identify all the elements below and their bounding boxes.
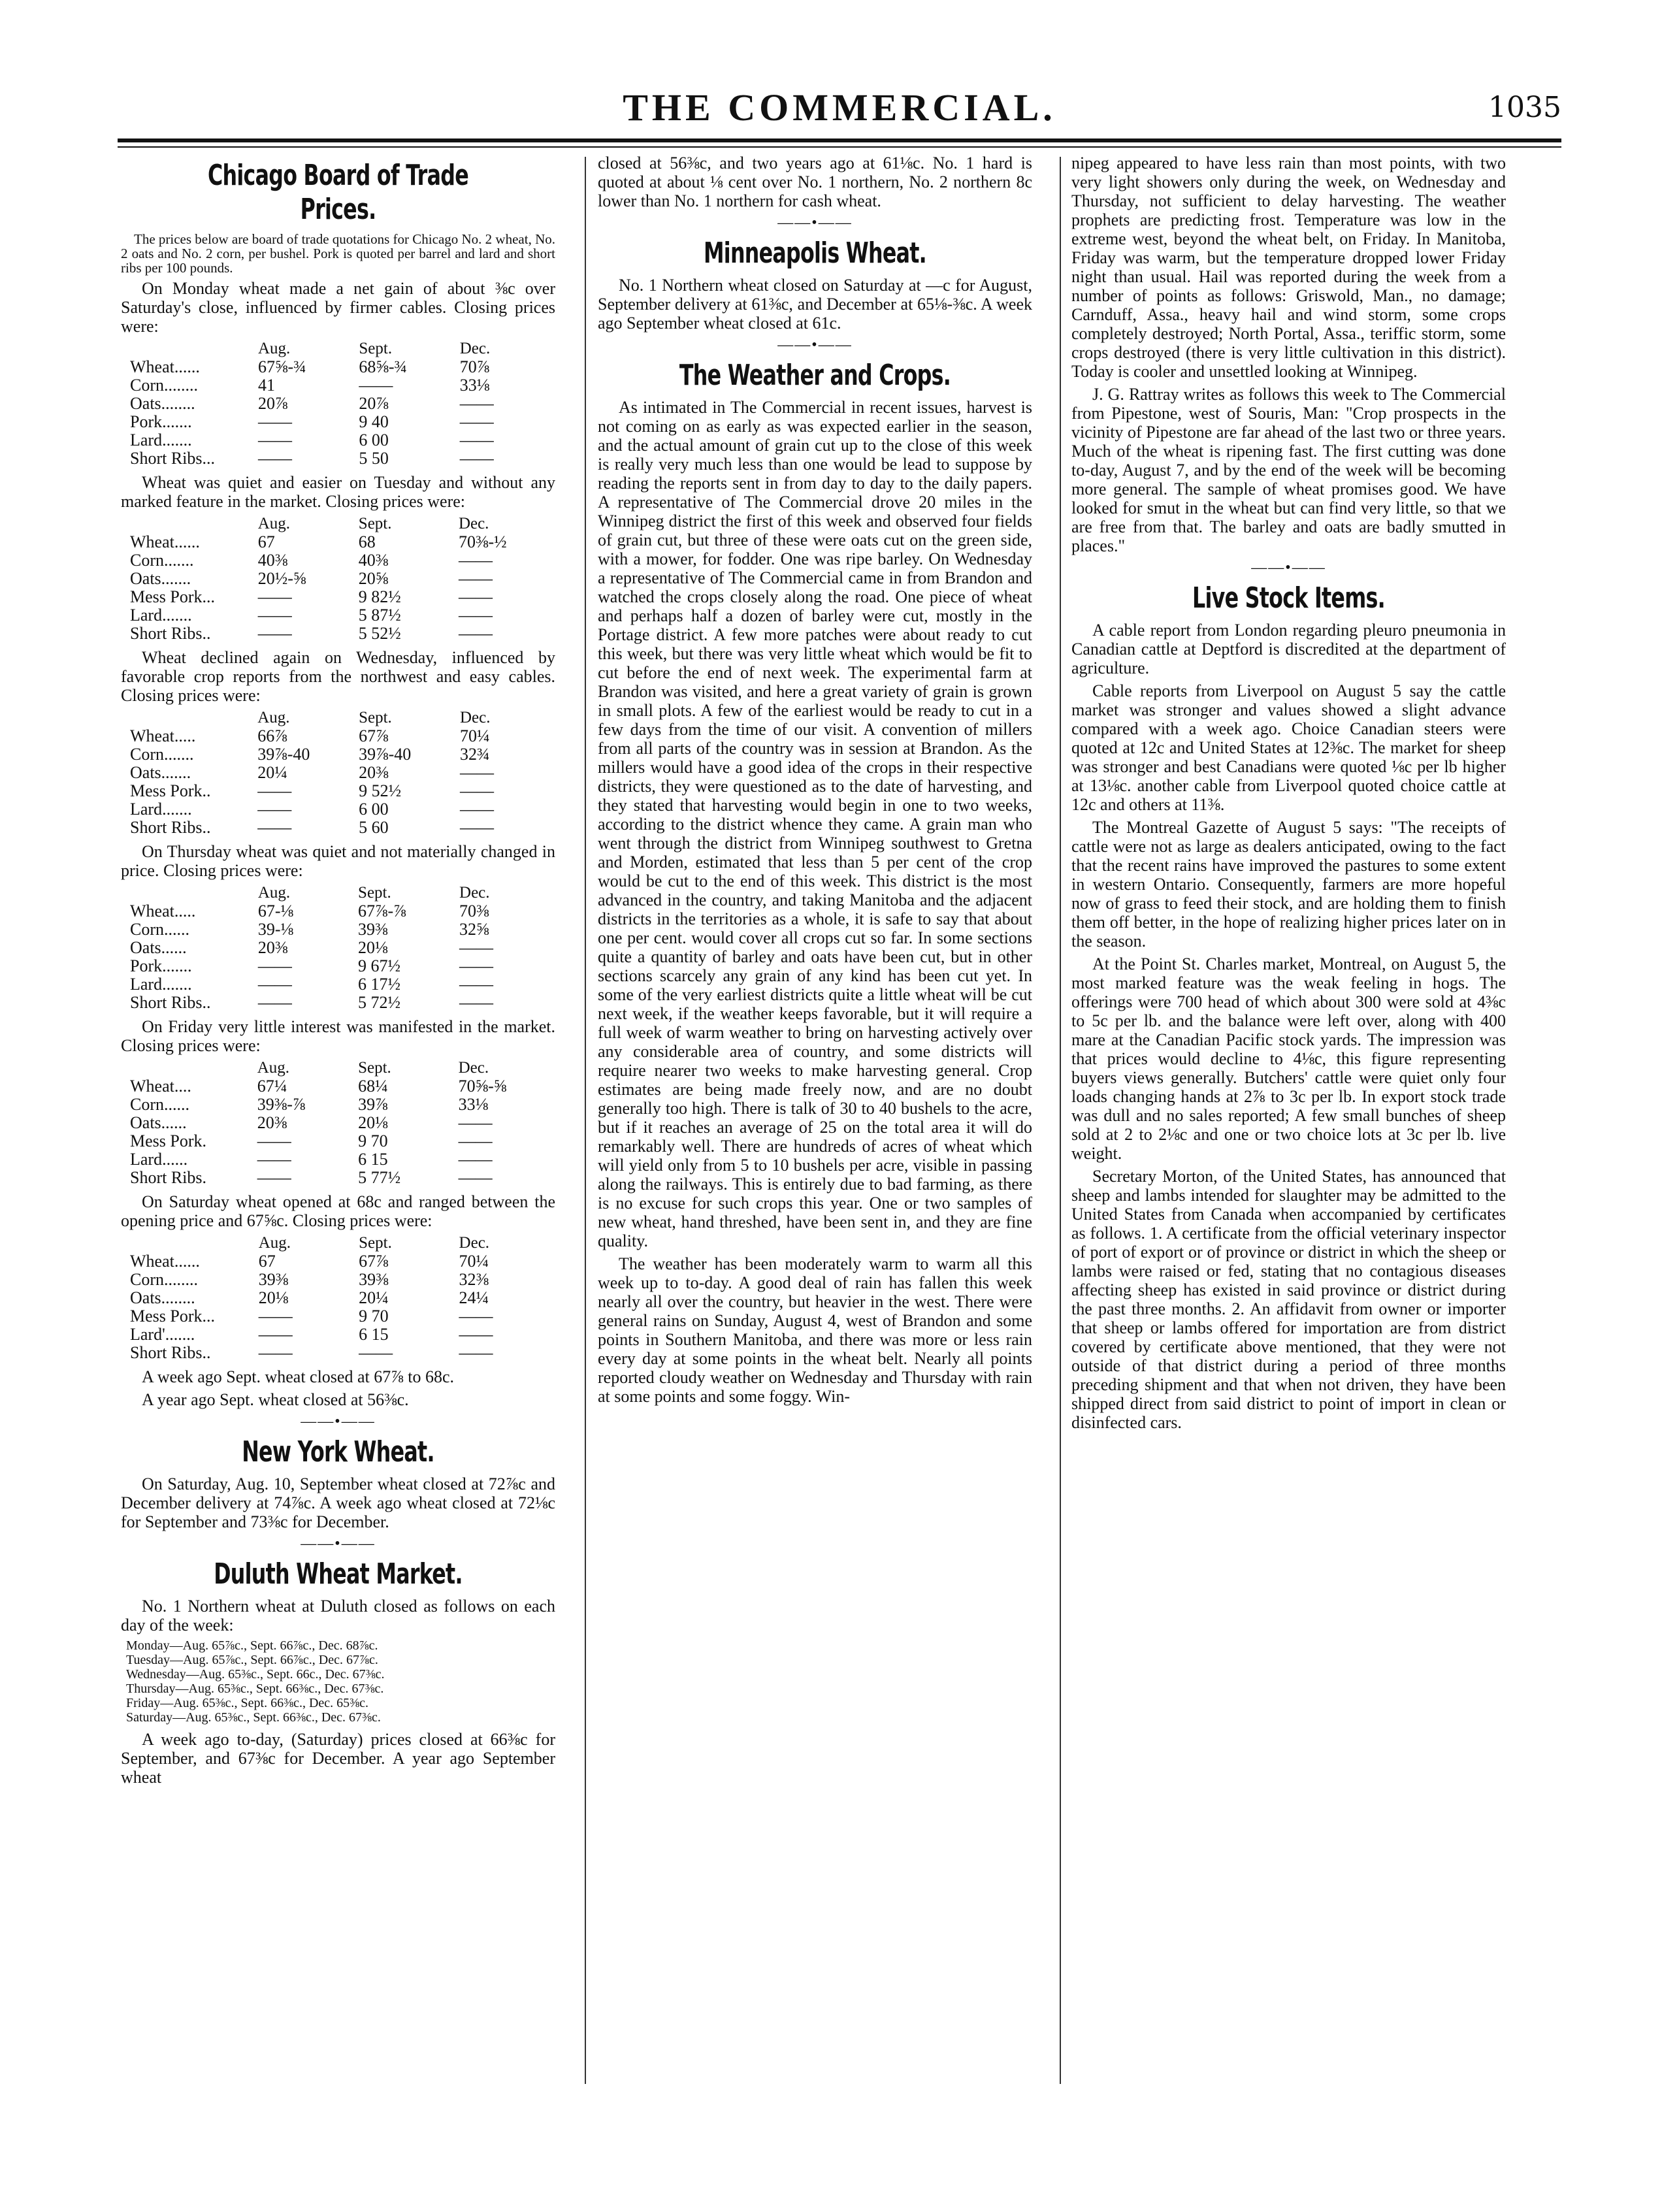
- minneapolis-heading: Minneapolis Wheat.: [704, 236, 926, 270]
- price-row: [126, 1271, 555, 1289]
- price-cell: ——: [458, 624, 493, 643]
- commodity-label: Lard.......: [130, 800, 192, 819]
- newyork-heading: New York Wheat.: [242, 1435, 434, 1469]
- price-cell: 68: [358, 532, 376, 551]
- price-cell: ——: [258, 1325, 293, 1344]
- price-row: [126, 1096, 555, 1114]
- weather-heading: The Weather and Crops.: [679, 359, 951, 392]
- price-cell: 70⅞: [459, 357, 490, 376]
- price-row: [126, 395, 555, 413]
- price-row: [126, 533, 555, 551]
- page-header: [118, 88, 1561, 137]
- price-table: [126, 709, 555, 837]
- masthead: THE COMMERCIAL.: [623, 86, 1056, 129]
- price-cell: 20⅛: [358, 1113, 388, 1132]
- price-cell: ——: [257, 818, 292, 837]
- price-table: [126, 1059, 555, 1187]
- price-header-cell: Aug.: [258, 1234, 291, 1252]
- commodity-label: Short Ribs..: [130, 993, 211, 1012]
- price-cell: 9 67½: [358, 956, 401, 975]
- weather-paragraph: As intimated in The Commercial in recent issues, harvest is not coming on as early as was expected earlier in the season, and the actual amount of grain cut up to the close of this week is really very much less than one would be lead to suppose by reading the reports sent in from day to day to the daily papers. A representative of The Commercial drove 20 miles in the Winnipeg district the first of this week and observed four fields of grain cut, but three of these were oats cut on the green side, with a mower, for fodder. One was ripe barley. On Wednesday a representative of The Commercial came in from Brandon and watched the crops closely along the road. One piece of wheat and perhaps half a dozen of barley were cut, mostly in the Portage district. A few more patches were about ready to cut this week, but there was very little wheat which would be fit to cut before the end of next week. The experimental farm at Brandon was visited, and here a great variety of grain is grown in small plots. A few of the earliest would be ready to cut in a few days from the time of our visit. A convention of millers from all parts of the country was in session at Brandon. As the millers would have a good idea of the crops in their respective districts, they were questioned as to the date of harvesting, and they stated that harvesting would begin in one to two weeks, according to the district whence they came. A grain man who went through the district from Winnipeg southwest to Gretna and Morden, estimated that less than 5 per cent of the crop would be cut to the end of this week. This district is the most advanced in the country, and taking Manitoba and the adjacent districts in the territories as a whole, it is safe to say that about one per cent. would cover all crops cut so far. In some sections quite a quantity of barley and oats have been cut, but in other sections scarcely any grain of any kind has been cut yet. In some of the very earliest districts quite a little wheat will be cut next week, if the weather keeps favorable, but it will require a full week of warm weather to bring on harvesting actively over any considerable area of country, and some districts will require nearer two weeks to make harvesting general. Crop estimates are being made freely now, and are no doubt generally too high. There is talk of 30 to 40 bushels to the acre, but if it reaches an average of 25 on the total area it will do remarkably well. There are hundreds of acres of wheat which will yield only from 5 to 10 bushels per acre, visible in passing along the railways. This is entirely due to bad farming, as there is no excuse for such crops this year. One or two samples of new wheat, hand threshed, have been sent in, and they are fine quality.: [598, 398, 1032, 1250]
- price-cell: 20⅜: [257, 938, 288, 957]
- chicago-day-text: On Friday very little interest was manifested in the market. Closing prices were:: [121, 1017, 555, 1055]
- price-row: [126, 764, 555, 782]
- price-cell: 24¼: [459, 1288, 489, 1307]
- price-cell: 6 00: [359, 800, 389, 819]
- price-header-cell: [126, 340, 254, 358]
- column-2: [598, 154, 1032, 1410]
- price-cell: ——: [459, 975, 494, 994]
- livestock-paragraph: A cable report from London regarding pleuro pneumonia in Canadian cattle at Deptford is discredited at the department of agriculture.: [1071, 621, 1506, 677]
- price-cell: 5 77½: [358, 1168, 401, 1187]
- price-header-cell: Sept.: [359, 340, 393, 357]
- price-cell: ——: [458, 587, 493, 606]
- price-cell: 67⅝-¾: [258, 357, 306, 376]
- price-row: [126, 902, 555, 920]
- price-cell: ——: [459, 781, 494, 800]
- section-separator: ——•——: [777, 336, 853, 353]
- livestock-paragraph: Secretary Morton, of the United States, has announced that sheep and lambs intended for slaughter may be admitted to the United States from Canada when accompanied by certificates as follows. 1. A certificate from the official veterinary inspector of port of export or of province or district in which the sheep or lambs were raised or fed, stating that no contagious diseases affecting sheep has existed in said province or district during the past three months. 2. An affidavit from owner or importer that sheep or lambs offered for importation are from district covered by certificate above mentioned, that they were not outside of that district during a period of three months preceding shipment and that when not driven, they have been shipped direct from said district to point of import in clean or disinfected cars.: [1071, 1167, 1506, 1432]
- livestock-paragraph: At the Point St. Charles market, Montreal, on August 5, the most marked feature was the weak feeling in hogs. The offerings were 700 head of which about 300 were sold at 4⅜c to 5c per lb. and the balance were left over, along with 400 mare at the Canadian Pacific stock yards. The impression was that prices would decline to 4⅛c, this figure representing buyers views generally. Butchers' cattle were quiet only four loads changing hands at 2⅞ to 3c per lb. In export stock trade was dull and no sales reported; A few small bunches of sheep sold at 2 to 2⅛c and one or two choice lots at 3c per lb. live weight.: [1071, 954, 1506, 1163]
- price-row: [126, 1132, 555, 1150]
- price-header-cell: Dec.: [459, 884, 490, 902]
- price-row: [126, 1344, 555, 1362]
- price-cell: 9 70: [358, 1131, 388, 1150]
- commodity-label: Mess Pork...: [130, 587, 216, 606]
- livestock-paragraph: Cable reports from Liverpool on August 5 say the cattle market was stronger and values showed a slight advance compared with a week ago. Choice Canadian steers were quoted at 12c and United States at 12⅜c. The market for sheep was stronger and best Canadians were quoted ⅛c per lb higher at 13⅛c. another cable from Liverpool quoted choice cattle at 12c and others at 11⅜.: [1071, 681, 1506, 814]
- commodity-label: Wheat.....: [130, 902, 196, 920]
- price-cell: ——: [359, 1343, 393, 1362]
- price-cell: 6 15: [358, 1150, 388, 1169]
- price-row: [126, 625, 555, 643]
- commodity-label: Short Ribs..: [130, 1343, 211, 1362]
- price-cell: ——: [257, 781, 292, 800]
- price-cell: 20¼: [257, 763, 287, 782]
- duluth-closing: A week ago to-day, (Saturday) prices closed at 66⅜c for September, and 67⅜c for December. A year ago September wheat: [121, 1730, 555, 1787]
- price-cell: ——: [458, 551, 493, 570]
- commodity-label: Corn........: [130, 1270, 198, 1289]
- price-header-cell: [126, 515, 254, 533]
- price-cell: ——: [459, 449, 494, 468]
- price-row: [126, 1252, 555, 1271]
- price-row: [126, 551, 555, 570]
- commodity-label: Short Ribs...: [130, 449, 216, 468]
- chicago-day-text: On Thursday wheat was quiet and not materially changed in price. Closing prices were:: [121, 842, 555, 880]
- rattray-letter: J. G. Rattray writes as follows this week to The Commercial from Pipestone, west of Souris, Man: "Crop prospects in the vicinity of Pipestone are far ahead of the last two or three years. Much of the wheat is ripening fast. The first cutting was done to-day, August 7, and by the end of the week will be becoming more general. The sample of wheat promises good. We have looked for smut in the wheat but can find very little, so that we are free from that. The barley and oats are badly smutted in places.": [1071, 385, 1506, 555]
- commodity-label: Wheat......: [130, 532, 200, 551]
- column-divider: [585, 157, 586, 2084]
- price-header-cell: Sept.: [358, 884, 391, 902]
- price-header-cell: [126, 1234, 255, 1252]
- price-header-cell: Aug.: [257, 884, 291, 902]
- price-cell: 20⅛: [258, 1288, 289, 1307]
- price-cell: 5 52½: [358, 624, 401, 643]
- header-rule: [118, 138, 1561, 142]
- price-row: [126, 939, 555, 957]
- price-cell: 20¼: [359, 1288, 389, 1307]
- chicago-note: The prices below are board of trade quotations for Chicago No. 2 wheat, No. 2 oats and No. 2 corn, per bushel. Pork is quoted per barrel and lard and short ribs per 100 pounds.: [121, 231, 555, 276]
- weather-paragraph: The weather has been moderately warm to warm all this week up to to-day. A good deal of rain has fallen this week nearly all over the country, but heavier in the west. There were general rains on Sunday, August 4, west of Brandon and some points in Southern Manitoba, and there was more or less rain every day at some points in the wheat belt. Nearly all points reported cloudy weather on Wednesday and Thursday with rain at some points and some foggy. Win-: [598, 1254, 1032, 1406]
- price-cell: 39⅞-40: [359, 745, 412, 764]
- minneapolis-text: No. 1 Northern wheat closed on Saturday at —c for August, September delivery at 61⅜c, and December at 65⅛-⅜c. A week ago September wheat closed at 61c.: [598, 276, 1032, 333]
- price-cell: 5 72½: [358, 993, 401, 1012]
- duluth-day: Friday—Aug. 65⅜c., Sept. 66⅜c., Dec. 65⅜c.: [126, 1696, 369, 1710]
- commodity-label: Pork.......: [130, 412, 192, 431]
- price-cell: ——: [458, 1168, 493, 1187]
- duluth-day: Monday—Aug. 65⅞c., Sept. 66⅞c., Dec. 68⅞c.: [126, 1638, 378, 1653]
- commodity-label: Wheat......: [130, 1252, 200, 1271]
- price-cell: 5 60: [359, 818, 389, 837]
- price-cell: 39⅜-⅞: [257, 1095, 306, 1114]
- price-header-cell: Sept.: [358, 1059, 391, 1077]
- price-header-cell: Aug.: [257, 515, 291, 532]
- price-row: [126, 975, 555, 994]
- price-header-cell: Aug.: [257, 709, 290, 726]
- commodity-label: Oats......: [130, 938, 187, 957]
- price-row: [126, 800, 555, 819]
- price-header-cell: Dec.: [459, 340, 491, 357]
- price-cell: 32⅝: [459, 920, 489, 939]
- price-cell: 20⅜: [359, 763, 389, 782]
- price-cell: ——: [459, 1343, 493, 1362]
- price-table-header: [126, 709, 555, 727]
- col2-continuation: closed at 56⅜c, and two years ago at 61⅛c. No. 1 hard is quoted at about ⅛ cent over No. 1 northern, No. 2 northern 8c lower than No. 1 northern for cash wheat.: [598, 154, 1032, 210]
- price-header-cell: Dec.: [458, 1059, 489, 1077]
- chicago-heading: Chicago Board of Trade Prices.: [208, 159, 468, 226]
- price-cell: 33⅛: [459, 376, 490, 395]
- duluth-daily: [126, 1638, 555, 1725]
- price-header-cell: Dec.: [459, 1234, 490, 1252]
- price-cell: 33⅛: [458, 1095, 489, 1114]
- price-row: [126, 994, 555, 1012]
- price-cell: 70⅜: [459, 902, 489, 920]
- price-row: [126, 1307, 555, 1326]
- price-cell: ——: [257, 624, 292, 643]
- price-cell: 39-⅛: [257, 920, 294, 939]
- price-cell: 70⅜-½: [458, 532, 507, 551]
- price-cell: 9 52½: [359, 781, 402, 800]
- price-cell: ——: [459, 763, 494, 782]
- price-cell: 9 70: [359, 1307, 389, 1326]
- section-separator: ——•——: [777, 214, 853, 231]
- price-row: [126, 957, 555, 975]
- duluth-day: Wednesday—Aug. 65⅜c., Sept. 66c., Dec. 67⅜c.: [126, 1667, 385, 1682]
- price-cell: 6 00: [359, 431, 389, 449]
- commodity-label: Short Ribs..: [130, 818, 211, 837]
- commodity-label: Wheat.....: [130, 726, 196, 745]
- header-rule-thin: [118, 146, 1561, 148]
- commodity-label: Lard.......: [130, 975, 192, 994]
- price-row: [126, 727, 555, 745]
- price-cell: ——: [258, 1307, 293, 1326]
- commodity-label: Corn......: [130, 1095, 189, 1114]
- commodity-label: Lard'.......: [130, 1325, 195, 1344]
- commodity-label: Oats........: [130, 394, 195, 413]
- price-cell: ——: [258, 1343, 293, 1362]
- price-cell: ——: [459, 1307, 493, 1326]
- price-cell: 67⅞: [359, 1252, 389, 1271]
- price-cell: 39⅞-40: [257, 745, 310, 764]
- price-cell: ——: [257, 1150, 291, 1169]
- price-cell: 6 17½: [358, 975, 401, 994]
- price-cell: ——: [458, 1150, 493, 1169]
- price-cell: ——: [458, 569, 493, 588]
- price-row: [126, 1326, 555, 1344]
- section-separator: ——•——: [301, 1535, 376, 1552]
- price-cell: ——: [258, 412, 292, 431]
- section-separator: ——•——: [1251, 559, 1326, 576]
- price-row: [126, 819, 555, 837]
- price-table-header: [126, 340, 555, 358]
- price-cell: ——: [257, 1168, 291, 1187]
- price-table: [126, 884, 555, 1012]
- price-cell: 9 82½: [358, 587, 401, 606]
- duluth-heading: Duluth Wheat Market.: [214, 1557, 463, 1591]
- commodity-label: Mess Pork.: [130, 1131, 207, 1150]
- price-cell: 6 15: [359, 1325, 389, 1344]
- price-cell: ——: [458, 1113, 493, 1132]
- chicago-day-text: Wheat was quiet and easier on Tuesday and without any marked feature in the market. Closing prices were:: [121, 473, 555, 511]
- commodity-label: Corn......: [130, 920, 189, 939]
- price-cell: 68⅝-¾: [359, 357, 408, 376]
- commodity-label: Mess Pork..: [130, 781, 211, 800]
- price-cell: ——: [257, 975, 292, 994]
- price-cell: ——: [359, 376, 393, 395]
- commodity-label: Oats.......: [130, 763, 191, 782]
- commodity-label: Pork.......: [130, 956, 192, 975]
- price-row: [126, 1169, 555, 1187]
- commodity-label: Mess Pork...: [130, 1307, 216, 1326]
- column-divider: [1060, 157, 1061, 2084]
- commodity-label: Oats........: [130, 1288, 195, 1307]
- price-cell: 67-⅛: [257, 902, 294, 920]
- duluth-text: No. 1 Northern wheat at Duluth closed as follows on each day of the week:: [121, 1597, 555, 1635]
- price-row: [126, 1077, 555, 1096]
- price-cell: 39⅜: [359, 1270, 389, 1289]
- duluth-day: Thursday—Aug. 65⅜c., Sept. 66⅜c., Dec. 67⅜c.: [126, 1682, 384, 1696]
- price-cell: ——: [459, 993, 494, 1012]
- livestock-paragraph: The Montreal Gazette of August 5 says: "The receipts of cattle were not as large as dealers anticipated, owing to the fact that the recent rains have improved the pastures to some extent in western Ontario. Consequently, farmers are more hopeful now of grass to feed their stock, and are holding them to finish them off better, in the hope of realizing higher prices later on in the season.: [1071, 818, 1506, 951]
- commodity-label: Short Ribs.: [130, 1168, 207, 1187]
- price-cell: 70⅝-⅝: [458, 1077, 507, 1096]
- commodity-label: Oats.......: [130, 569, 191, 588]
- price-header-cell: Dec.: [459, 709, 491, 726]
- price-cell: ——: [257, 956, 292, 975]
- price-header-cell: [126, 1059, 253, 1077]
- price-cell: 5 87½: [358, 606, 401, 625]
- chicago-day-text: Wheat declined again on Wednesday, influenced by favorable crop reports from the northwest and easy cables. Closing prices were:: [121, 648, 555, 705]
- price-cell: 32⅜: [459, 1270, 489, 1289]
- section-separator: ——•——: [301, 1413, 376, 1430]
- commodity-label: Lard.......: [130, 431, 192, 449]
- price-header-cell: Sept.: [359, 709, 392, 726]
- price-cell: ——: [459, 1325, 493, 1344]
- price-cell: ——: [459, 818, 494, 837]
- commodity-label: Corn.......: [130, 551, 194, 570]
- price-cell: 5 50: [359, 449, 389, 468]
- price-cell: 66⅞: [257, 726, 287, 745]
- commodity-label: Lard......: [130, 1150, 188, 1169]
- price-cell: ——: [459, 956, 494, 975]
- commodity-label: Wheat....: [130, 1077, 191, 1096]
- commodity-label: Corn........: [130, 376, 198, 395]
- price-cell: ——: [459, 431, 494, 449]
- price-row: [126, 376, 555, 395]
- commodity-label: Oats......: [130, 1113, 187, 1132]
- commodity-label: Short Ribs..: [130, 624, 211, 643]
- column-1: [121, 154, 555, 1791]
- price-cell: ——: [459, 800, 494, 819]
- price-cell: 20½-⅝: [257, 569, 306, 588]
- price-cell: ——: [258, 431, 292, 449]
- price-row: [126, 920, 555, 939]
- commodity-label: Wheat......: [130, 357, 200, 376]
- price-table-header: [126, 515, 555, 533]
- price-cell: 39⅜: [358, 920, 388, 939]
- price-cell: 67⅞-⅞: [358, 902, 406, 920]
- price-header-cell: [126, 709, 253, 727]
- price-cell: 20⅞: [258, 394, 288, 413]
- chicago-day-text: On Monday wheat made a net gain of about ⅜c over Saturday's close, influenced by firmer cables. Closing prices were:: [121, 279, 555, 336]
- price-header-cell: Aug.: [257, 1059, 290, 1077]
- price-cell: 67¼: [257, 1077, 287, 1096]
- price-cell: 20⅝: [358, 569, 389, 588]
- price-cell: ——: [257, 800, 292, 819]
- price-cell: ——: [458, 606, 493, 625]
- page-number: 1035: [1488, 91, 1561, 124]
- price-cell: ——: [459, 394, 494, 413]
- col3-continuation: nipeg appeared to have less rain than most points, with two very light showers only during the week, on Wednesday and Thursday, not sufficient to delay harvesting. The weather prophets are predicting frost. Temperature was low in the extreme west, beyond the wheat belt, on Friday. In Manitoba, Friday was warm, but the temperature dropped lower Friday night than usual. Hail was reported during the week from a number of points as follows: Griswold, Man., no damage; Carnduff, Assa., heavy hail and wind storm, some crops completely destroyed; North Portal, Assa., teriffic storm, some crops destroyed (there is very little cultivation in this district). Today is cooler and unsettled looking at Winnipeg.: [1071, 154, 1506, 381]
- commodity-label: Corn.......: [130, 745, 194, 764]
- price-cell: 32¾: [459, 745, 490, 764]
- chicago-footer-1: A week ago Sept. wheat closed at 67⅞ to 68c.: [142, 1367, 454, 1386]
- price-cell: 70¼: [459, 1252, 489, 1271]
- price-cell: 39⅜: [258, 1270, 289, 1289]
- price-cell: 39⅞: [358, 1095, 388, 1114]
- price-cell: ——: [459, 938, 494, 957]
- price-cell: 20⅜: [257, 1113, 287, 1132]
- price-cell: 67⅞: [359, 726, 389, 745]
- price-header-cell: Sept.: [359, 1234, 392, 1252]
- price-row: [126, 1150, 555, 1169]
- price-cell: 67: [257, 532, 275, 551]
- price-cell: ——: [257, 606, 292, 625]
- price-table: [126, 515, 555, 643]
- price-cell: ——: [458, 1131, 493, 1150]
- price-header-cell: Aug.: [258, 340, 291, 357]
- price-header-cell: Dec.: [458, 515, 489, 532]
- duluth-day: Saturday—Aug. 65⅜c., Sept. 66⅜c., Dec. 67⅜c.: [126, 1710, 381, 1725]
- chicago-footer-2: A year ago Sept. wheat closed at 56⅜c.: [142, 1390, 409, 1409]
- price-table: [126, 340, 555, 468]
- price-row: [126, 588, 555, 606]
- price-row: [126, 1114, 555, 1132]
- price-row: [126, 358, 555, 376]
- price-cell: ——: [257, 993, 292, 1012]
- price-cell: ——: [459, 412, 494, 431]
- price-row: [126, 782, 555, 800]
- price-table-header: [126, 884, 555, 902]
- newyork-text: On Saturday, Aug. 10, September wheat closed at 72⅞c and December delivery at 74⅞c. A week ago wheat closed at 72⅛c for September and 73⅜c for December.: [121, 1474, 555, 1531]
- price-cell: 70¼: [459, 726, 490, 745]
- price-cell: 40⅜: [257, 551, 288, 570]
- price-cell: 20⅞: [359, 394, 389, 413]
- price-table-header: [126, 1059, 555, 1077]
- price-row: [126, 1289, 555, 1307]
- livestock-heading: Live Stock Items.: [1192, 581, 1385, 615]
- price-cell: ——: [257, 1131, 291, 1150]
- price-row: [126, 606, 555, 625]
- price-header-cell: Sept.: [358, 515, 392, 532]
- price-row: [126, 570, 555, 588]
- price-cell: 9 40: [359, 412, 389, 431]
- price-row: [126, 449, 555, 468]
- price-table: [126, 1234, 555, 1362]
- price-cell: 67: [258, 1252, 276, 1271]
- commodity-label: Lard.......: [130, 606, 192, 625]
- price-cell: ——: [258, 449, 292, 468]
- chicago-days: [121, 279, 555, 1362]
- price-row: [126, 413, 555, 431]
- price-cell: 40⅜: [358, 551, 389, 570]
- chicago-day-text: On Saturday wheat opened at 68c and ranged between the opening price and 67⅝c. Closing prices were:: [121, 1192, 555, 1230]
- column-3: [1071, 154, 1506, 1436]
- price-cell: 41: [258, 376, 275, 395]
- duluth-day: Tuesday—Aug. 65⅞c., Sept. 66⅞c., Dec. 67⅞c.: [126, 1653, 378, 1667]
- price-row: [126, 745, 555, 764]
- price-cell: ——: [257, 587, 292, 606]
- price-header-cell: [126, 884, 254, 902]
- price-cell: 20⅛: [358, 938, 388, 957]
- price-row: [126, 431, 555, 449]
- price-table-header: [126, 1234, 555, 1252]
- price-cell: 68¼: [358, 1077, 388, 1096]
